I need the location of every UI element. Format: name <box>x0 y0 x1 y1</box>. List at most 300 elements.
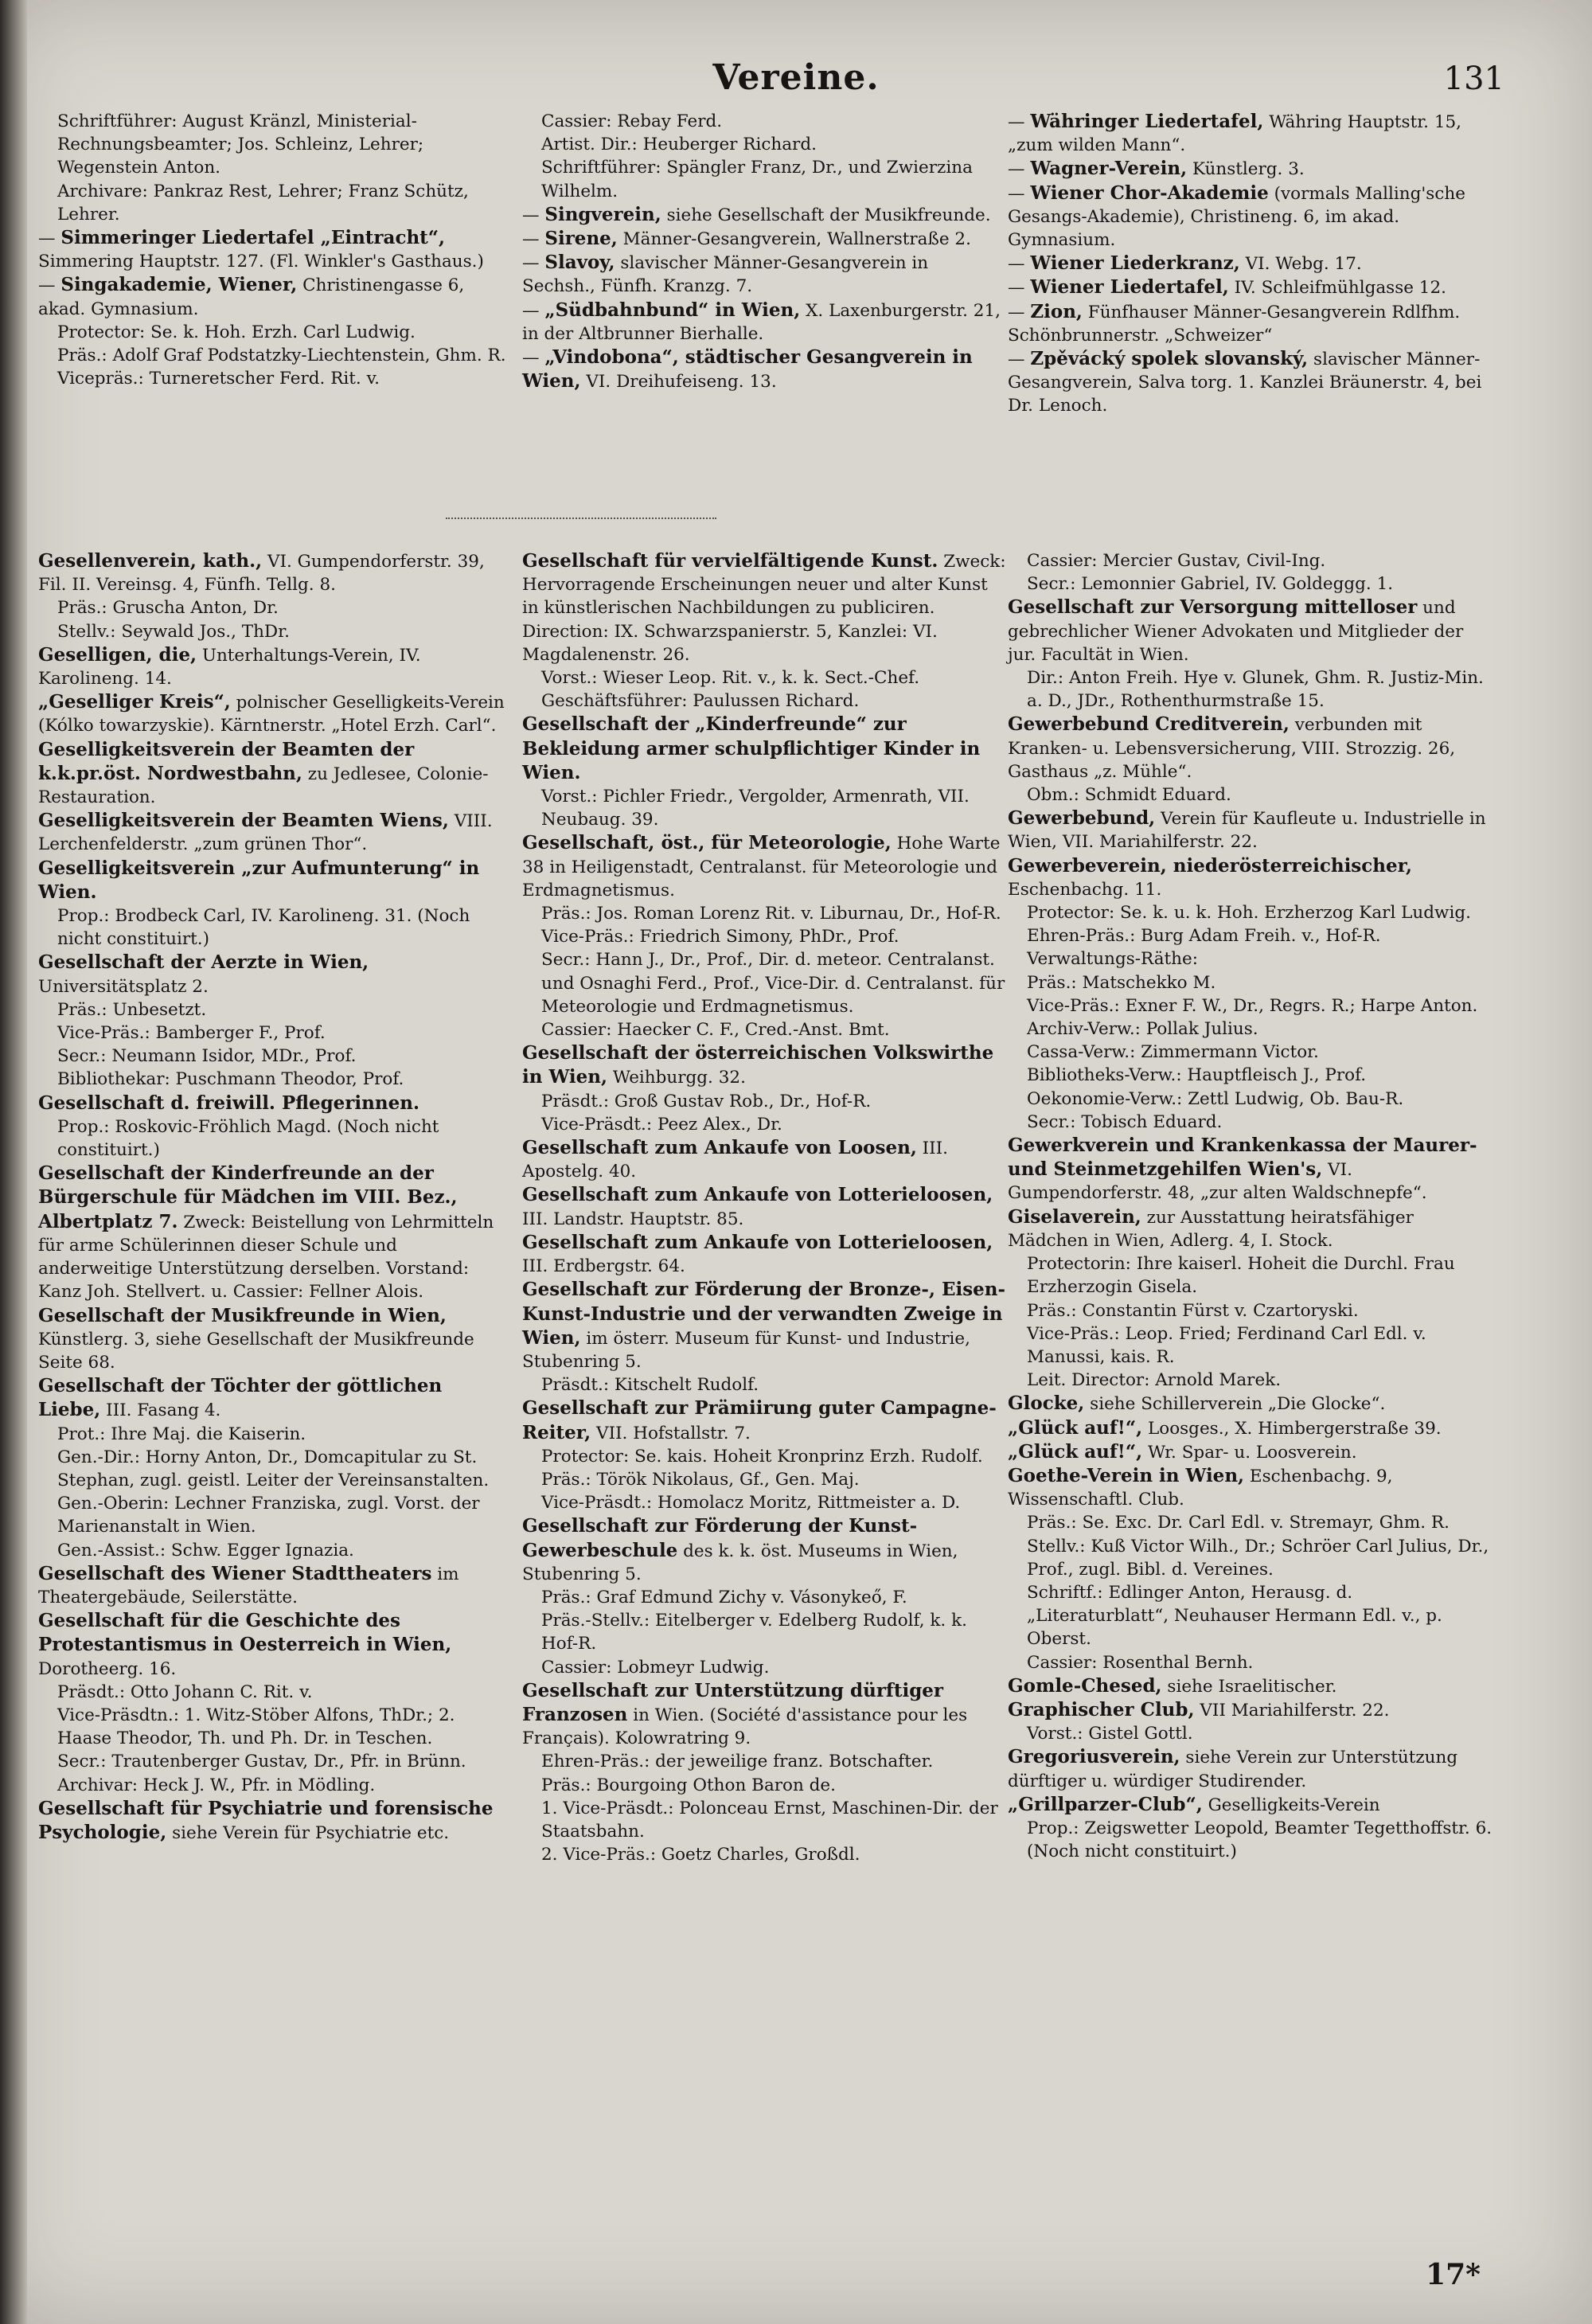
entry-text: Archivar: Heck J. W., Pfr. in Mödling. <box>57 1775 376 1795</box>
entry-text: IV. Schleifmühlgasse 12. <box>1234 278 1446 299</box>
entry-detail <box>1008 947 1493 971</box>
directory-entry <box>38 1162 508 1303</box>
entry-text: siehe Schillerverein „Die Glocke“. <box>1090 1394 1386 1415</box>
directory-entry <box>522 1041 1006 1089</box>
section-divider <box>446 518 716 521</box>
directory-entry <box>1008 252 1493 275</box>
entry-detail <box>38 1045 508 1068</box>
entry-text: Ehren-Präs.: Burg Adam Freih. v., Hof-R. <box>1027 926 1381 947</box>
entry-text: Vice-Präs.: Friedrich Simony, PhDr., Prof. <box>541 927 899 947</box>
entry-name: Gewerbeverein, niederösterreichischer, <box>1008 854 1413 877</box>
entry-detail <box>38 1423 508 1446</box>
entry-text: Secr.: Neumann Isidor, MDr., Prof. <box>57 1046 357 1067</box>
entry-detail <box>1008 1369 1493 1392</box>
entry-text: Präs.: Unbesetzt. <box>57 999 207 1020</box>
entry-text: siehe Verein zur Unterstützung dürftiger u. würdiger Studirender. <box>1008 1748 1458 1791</box>
entry-text: Eschenbachg. 9, Wissenschaftl. Club. <box>1008 1466 1393 1510</box>
entry-text: VI. Dreihufeiseng. 13. <box>586 372 777 393</box>
directory-entry <box>38 857 508 904</box>
entry-name: Gomle-Chesed, <box>1008 1674 1162 1697</box>
entry-text: Präs.: Graf Edmund Zichy v. Vásonykeő, F. <box>541 1587 907 1607</box>
entry-text: Männer-Gesangverein, Wallnerstraße 2. <box>622 229 971 250</box>
entry-text: (vormals Malling'sche Gesangs-Akademie), Christineng. 6, im akad. Gymnasium. <box>1008 183 1465 251</box>
entry-text: verbunden mit Kranken- u. Lebensversicherung, VIII. Strozzig. 26, Gasthaus „z. Mühle“. <box>1008 715 1456 782</box>
directory-entry <box>522 1278 1006 1373</box>
entry-text: Cassier: Rebay Ferd. <box>541 111 723 131</box>
entry-name: Gregoriusverein, <box>1008 1746 1180 1768</box>
entry-text: Vice-Präsdtn.: 1. Witz-Stöber Alfons, ThDr.; 2. Haase Theodor, Th. und Ph. Dr. in Teschen. <box>57 1705 455 1749</box>
entry-text: Ehren-Präs.: der jeweilige franz. Botschafter. <box>541 1752 934 1772</box>
entry-name: Gesellschaft der Töchter der göttlichen Liebe, <box>38 1375 443 1421</box>
entry-detail <box>38 1021 508 1045</box>
entry-name: Wiener Chor-Akademie <box>1030 182 1269 204</box>
entry-text: Wr. Spar- u. Loosverein. <box>1147 1442 1357 1463</box>
entry-name: „Glück auf!“, <box>1008 1440 1143 1463</box>
entry-detail <box>1008 1322 1493 1369</box>
entry-detail <box>38 344 508 367</box>
entry-text: im österr. Museum für Kunst- und Industrie, Stubenring 5. <box>522 1328 970 1372</box>
entry-detail <box>1008 924 1493 947</box>
entry-text: Archivare: Pankraz Rest, Lehrer; Franz Schütz, Lehrer. <box>57 181 469 225</box>
entry-text: Dorotheerg. 16. <box>38 1658 177 1679</box>
entry-name: Gesellenverein, kath., <box>38 550 263 572</box>
entry-text: Verein für Kaufleute u. Industrielle in Wien, VII. Mariahilferstr. 22. <box>1008 809 1486 853</box>
entry-text: Präs.: Se. Exc. Dr. Carl Edl. v. Stremayr, Ghm. R. <box>1027 1513 1450 1533</box>
entry-name: „Grillparzer-Club“, <box>1008 1793 1203 1815</box>
directory-entry <box>1008 713 1493 783</box>
entry-detail <box>1008 1252 1493 1299</box>
bottom-column-3 <box>1008 549 1493 1863</box>
entry-text: Künstlerg. 3. <box>1192 159 1305 180</box>
entry-text: Artist. Dir.: Heuberger Richard. <box>541 135 817 155</box>
entry-text: 1. Vice-Präsdt.: Polonceau Ernst, Maschinen-Dir. der Staatsbahn. <box>541 1798 998 1842</box>
directory-entry <box>522 203 1006 227</box>
entry-name: Gesellschaft zur Versorgung mittelloser <box>1008 596 1418 619</box>
directory-entry <box>522 299 1006 346</box>
entry-text: Cassier: Lobmeyr Ludwig. <box>541 1657 770 1678</box>
entry-text: Unterhaltungs-Verein, IV. Karolineng. 14. <box>38 645 421 689</box>
directory-entry <box>522 1514 1006 1586</box>
entry-text: Bibliothekar: Puschmann Theodor, Prof. <box>57 1069 404 1090</box>
entry-text: Präsdt.: Kitschelt Rudolf. <box>541 1375 759 1396</box>
directory-entry <box>38 273 508 320</box>
entry-detail <box>522 1656 1006 1679</box>
entry-name: Gewerbebund, <box>1008 807 1156 830</box>
directory-entry <box>522 227 1006 251</box>
entry-text: Stellv.: Seywald Jos., ThDr. <box>57 621 290 642</box>
directory-entry <box>522 831 1006 902</box>
entry-detail <box>38 1446 508 1492</box>
directory-entry <box>522 1396 1006 1444</box>
entry-text: Vice-Präsdt.: Peez Alex., Dr. <box>541 1114 782 1135</box>
directory-entry <box>1008 1205 1493 1252</box>
entry-detail <box>38 904 508 951</box>
directory-entry <box>522 1679 1006 1751</box>
entry-detail <box>522 1586 1006 1609</box>
entry-detail <box>1008 901 1493 924</box>
entry-text: in Wien. (Société d'assistance pour les Français). Kolowratring 9. <box>522 1705 968 1749</box>
entry-text: Schriftführer: Spängler Franz, Dr., und Zwierzina Wilhelm. <box>541 158 973 201</box>
bottom-column-2 <box>522 549 1006 1866</box>
entry-detail <box>522 1750 1006 1773</box>
entry-name: Gesellschaft zur Förderung der Kunst-Gewerbeschule <box>522 1515 918 1561</box>
entry-text: Fünfhauser Männer-Gesangverein Rdlfhm. Schönbrunnerstr. „Schweizer“ <box>1008 302 1461 346</box>
entry-name: Gesellschaft zur Unterstützung dürftiger Franzosen <box>522 1679 944 1725</box>
entry-detail <box>1008 1017 1493 1041</box>
entry-detail <box>522 785 1006 831</box>
entry-name: Zion, <box>1030 300 1083 322</box>
entry-name: Gesellschaft der Kinderfreunde an der Bürgerschule für Mädchen im VIII. Bez., Albertplatz 7. <box>38 1162 458 1232</box>
entry-text: Hohe Warte 38 in Heiligenstadt, Centralanst. für Meteorologie und Erdmagnetismus. <box>522 834 1001 900</box>
bottom-column-1 <box>38 549 508 1845</box>
entry-text: Vicepräs.: Turneretscher Ferd. Rit. v. <box>57 369 380 389</box>
directory-entry <box>522 549 1006 666</box>
entry-text: Protector: Se. k. Hoh. Erzh. Carl Ludwig. <box>57 322 416 342</box>
entry-text: Oekonomie-Verw.: Zettl Ludwig, Ob. Bau-R. <box>1027 1088 1404 1109</box>
entry-text: des k. k. öst. Museums in Wien, Stubenring 5. <box>522 1541 958 1584</box>
entry-text: Stellv.: Kuß Victor Wilh., Dr.; Schröer Carl Julius, Dr., Prof., zugl. Bibl. d. Vereines. <box>1027 1536 1489 1580</box>
top-column-2 <box>522 110 1006 393</box>
entry-detail <box>38 620 508 643</box>
directory-entry <box>38 1562 508 1609</box>
page-title: Vereine. <box>712 57 880 98</box>
entry-detail <box>522 1468 1006 1491</box>
entry-detail <box>1008 1722 1493 1745</box>
entry-text: III. Apostelg. 40. <box>522 1139 948 1182</box>
entry-detail <box>38 110 508 180</box>
entry-detail <box>38 1492 508 1538</box>
entry-text: siehe Verein für Psychiatrie etc. <box>172 1822 450 1843</box>
directory-entry <box>38 1797 508 1845</box>
entry-name: Geselligkeitsverein der Beamten Wiens, <box>38 810 449 832</box>
entry-text: Präs.: Bourgoing Othon Baron de. <box>541 1775 836 1795</box>
entry-name: Singakademie, Wiener, <box>60 274 298 296</box>
page-header <box>32 57 1560 105</box>
entry-detail <box>522 1113 1006 1136</box>
entry-name: Slavoy, <box>544 252 615 274</box>
entry-detail <box>38 1704 508 1750</box>
entry-name: Gesellschaft der „Kinderfreunde“ zur Bekleidung armer schulpflichtiger Kinder in Wien. <box>522 713 981 783</box>
entry-detail <box>1008 1535 1493 1581</box>
entry-detail <box>1008 1088 1493 1111</box>
entry-name: Währinger Liedertafel, <box>1030 111 1264 132</box>
entry-text: Präs.: Matschekko M. <box>1027 972 1216 993</box>
entry-detail <box>522 1774 1006 1797</box>
signature-mark: 17* <box>1426 2258 1481 2291</box>
entry-text: Protector: Se. kais. Hoheit Kronprinz Erzh. Rudolf. <box>541 1446 983 1467</box>
entry-detail <box>522 1843 1006 1866</box>
entry-text: Secr.: Trautenberger Gustav, Dr., Pfr. in Brünn. <box>57 1752 466 1772</box>
entry-text: Weihburgg. 32. <box>612 1068 746 1088</box>
entry-text: Gen.-Assist.: Schw. Egger Ignazia. <box>57 1540 354 1560</box>
entry-detail <box>38 1681 508 1704</box>
entry-text: Geschäftsführer: Paulussen Richard. <box>541 691 860 712</box>
entry-name: Zpěvácký spolek slovanský, <box>1030 348 1309 370</box>
directory-entry <box>38 1092 508 1115</box>
entry-text: Prop.: Roskovic-Fröhlich Magd. (Noch nicht constituirt.) <box>57 1116 439 1161</box>
top-column-1 <box>38 110 508 390</box>
entry-text: Präs.-Stellv.: Eitelberger v. Edelberg Rudolf, k. k. Hof-R. <box>541 1611 967 1654</box>
entry-text: Secr.: Lemonnier Gabriel, IV. Goldeggg. 1. <box>1027 574 1394 595</box>
directory-entry <box>1008 1416 1493 1440</box>
entry-text: Prot.: Ihre Maj. die Kaiserin. <box>57 1424 306 1444</box>
directory-entry <box>1008 347 1493 418</box>
entry-detail <box>38 1750 508 1773</box>
directory-entry <box>38 738 508 810</box>
entry-name: Gesellschaft zur Förderung der Bronze-, Eisen-Kunst-Industrie und der verwandten Zweige in Wien, <box>522 1279 1006 1349</box>
directory-entry <box>1008 275 1493 299</box>
entry-name: Gesellschaft für Psychiatrie und forensische Psychologie, <box>38 1797 494 1843</box>
entry-name: „Vindobona“, städtischer Gesangverein in Wien, <box>522 346 973 393</box>
directory-entry <box>1008 596 1493 666</box>
entry-name: „Südbahnbund“ in Wien, <box>544 299 801 321</box>
entry-name: Geselligkeitsverein „zur Aufmunterung“ in Wien. <box>38 857 480 903</box>
entry-detail <box>38 596 508 619</box>
entry-text: siehe Israelitischer. <box>1167 1676 1337 1697</box>
entry-name: Wagner-Verein, <box>1030 158 1188 180</box>
entry-text: Präsdt.: Otto Johann C. Rit. v. <box>57 1681 313 1702</box>
entry-detail <box>38 1115 508 1162</box>
entry-text: Vice-Präs.: Exner F. W., Dr., Regrs. R.; Harpe Anton. <box>1027 995 1478 1016</box>
entry-name: Graphischer Club, <box>1008 1698 1195 1721</box>
entry-text: Dir.: Anton Freih. Hye v. Glunek, Ghm. R. Justiz-Min. a. D., JDr., Rothenthurmstraße 15. <box>1027 668 1484 712</box>
entry-text: Protectorin: Ihre kaiserl. Hoheit die Durchl. Frau Erzherzogin Gisela. <box>1027 1254 1455 1298</box>
entry-name: Giselaverein, <box>1008 1205 1141 1228</box>
entry-text: Leit. Director: Arnold Marek. <box>1027 1370 1282 1391</box>
entry-detail <box>1008 971 1493 994</box>
entry-text: Präs.: Gruscha Anton, Dr. <box>57 598 279 619</box>
directory-entry <box>38 951 508 998</box>
entry-detail <box>522 1373 1006 1396</box>
entry-text: X. Laxenburgerstr. 21, in der Altbrunner Bierhalle. <box>522 300 1001 344</box>
entry-text: Verwaltungs-Räthe: <box>1027 949 1198 970</box>
entry-text: Loosges., X. Himbergerstraße 39. <box>1147 1418 1442 1439</box>
entry-name: Goethe-Verein in Wien, <box>1008 1464 1245 1486</box>
directory-entry <box>38 1609 508 1681</box>
directory-entry <box>522 1136 1006 1183</box>
entry-text: Archiv-Verw.: Pollak Julius. <box>1027 1019 1258 1040</box>
entry-detail <box>522 1090 1006 1113</box>
entry-text: Universitätsplatz 2. <box>38 976 209 997</box>
directory-entry <box>1008 1392 1493 1416</box>
entry-text: Vorst.: Gistel Gottl. <box>1027 1724 1193 1744</box>
entry-detail <box>522 1797 1006 1843</box>
directory-entry <box>1008 1698 1493 1722</box>
entry-text: zur Ausstattung heiratsfähiger Mädchen in Wien, Adlerg. 4, I. Stock. <box>1008 1207 1414 1251</box>
entry-name: Gesellschaft für vervielfältigende Kunst. <box>522 550 938 572</box>
entry-name: Gesellschaft der Aerzte in Wien, <box>38 951 369 974</box>
entry-name: Gesellschaft zum Ankaufe von Lotterieloosen, <box>522 1184 993 1206</box>
entry-text: VII Mariahilferstr. 22. <box>1200 1700 1390 1721</box>
entry-text: Cassier: Haecker C. F., Cred.-Anst. Bmt. <box>541 1020 890 1041</box>
entry-text: slavischer Männer-Gesangverein, Salva torg. 1. Kanzlei Bräunerstr. 4, bei Dr. Lenoch. <box>1008 350 1482 416</box>
entry-text: Künstlerg. 3, siehe Gesellschaft der Musikfreunde Seite 68. <box>38 1329 474 1373</box>
entry-text: Vice-Präs.: Bamberger F., Prof. <box>57 1023 326 1044</box>
entry-text: VIII. Lerchenfelderstr. „zum grünen Thor“. <box>38 811 493 855</box>
entry-name: Sirene, <box>544 228 618 250</box>
entry-name: Gesellschaft des Wiener Stadttheaters <box>38 1562 432 1584</box>
entry-detail <box>38 1068 508 1091</box>
directory-entry <box>38 226 508 273</box>
entry-text: VI. Webg. 17. <box>1245 254 1362 275</box>
entry-text: Zweck: Beistellung von Lehrmitteln für arme Schülerinnen dieser Schule und anderweitige Unterstützung derselben. Vorstand: Kanz Joh. Stellvert. u. Cassier: Fellner Alois. <box>38 1212 494 1303</box>
entry-text: VI. Gumpendorferstr. 39, Fil. II. Vereinsg. 4, Fünfh. Tellg. 8. <box>38 552 485 596</box>
directory-entry <box>1008 1464 1493 1511</box>
directory-entry <box>1008 110 1493 157</box>
entry-text: Vice-Präsdt.: Homolacz Moritz, Rittmeister a. D. <box>541 1493 961 1514</box>
entry-name: „Glück auf!“, <box>1008 1416 1143 1439</box>
entry-name: Gesellschaft der österreichischen Volkswirthe in Wien, <box>522 1042 994 1088</box>
entry-detail <box>38 180 508 226</box>
entry-detail <box>1008 1111 1493 1134</box>
entry-text: Protector: Se. k. u. k. Hoh. Erzherzog Karl Ludwig. <box>1027 903 1471 924</box>
entry-detail <box>522 689 1006 713</box>
entry-text: Präs.: Constantin Fürst v. Czartoryski. <box>1027 1300 1359 1321</box>
entry-detail <box>1008 549 1493 572</box>
entry-text: Vorst.: Wieser Leop. Rit. v., k. k. Sect.-Chef. <box>541 668 920 689</box>
entry-name: Singverein, <box>544 203 661 225</box>
page-number: 131 <box>1443 61 1504 97</box>
entry-detail <box>38 321 508 344</box>
entry-detail <box>38 1539 508 1562</box>
entry-text: Schriftführer: August Kränzl, Ministerial-Rechnungsbeamter; Jos. Schleinz, Lehrer; Wegenstein Anton. <box>57 111 424 178</box>
entry-name: Gesellschaft der Musikfreunde in Wien, <box>38 1304 447 1326</box>
entry-text: polnischer Geselligkeits-Verein (Kólko towarzyskie). Kärntnerstr. „Hotel Erzh. Carl“. <box>38 693 505 736</box>
entry-detail <box>522 156 1006 202</box>
entry-text: Prop.: Brodbeck Carl, IV. Karolineng. 31. (Noch nicht constituirt.) <box>57 906 470 950</box>
directory-entry <box>38 1374 508 1422</box>
entry-detail <box>1008 1041 1493 1064</box>
entry-detail <box>1008 666 1493 713</box>
directory-entry <box>522 251 1006 298</box>
directory-entry <box>38 809 508 856</box>
entry-detail <box>1008 1064 1493 1087</box>
directory-entry <box>38 643 508 690</box>
entry-detail <box>522 948 1006 1018</box>
directory-entry <box>522 346 1006 393</box>
directory-entry <box>522 1183 1006 1230</box>
entry-text: VII. Hofstallstr. 7. <box>596 1423 751 1443</box>
entry-name: Wiener Liedertafel, <box>1030 276 1229 299</box>
entry-text: III. Fasang 4. <box>106 1400 221 1421</box>
entry-name: Wiener Liederkranz, <box>1030 252 1240 275</box>
entry-text: Eschenbachg. 11. <box>1008 879 1162 900</box>
entry-text: Währing Hauptstr. 15, „zum wilden Mann“. <box>1008 112 1462 156</box>
entry-detail <box>522 1491 1006 1514</box>
entry-text: Cassier: Mercier Gustav, Civil-Ing. <box>1027 551 1326 571</box>
entry-text: Prop.: Zeigswetter Leopold, Beamter Tegetthoffstr. 6. (Noch nicht constituirt.) <box>1027 1818 1492 1862</box>
entry-detail <box>38 367 508 390</box>
entry-text: Bibliotheks-Verw.: Hauptfleisch J., Prof. <box>1027 1065 1367 1086</box>
entry-name: „Geselliger Kreis“, <box>38 691 231 713</box>
entry-text: 2. Vice-Präs.: Goetz Charles, Großdl. <box>541 1845 860 1865</box>
entry-text: siehe Gesellschaft der Musikfreunde. <box>666 205 991 225</box>
entry-detail <box>1008 1817 1493 1863</box>
directory-entry <box>38 1304 508 1375</box>
entry-name: Gesellschaft zum Ankaufe von Loosen, <box>522 1137 917 1159</box>
entry-text: III. Landstr. Hauptstr. 85. <box>522 1209 744 1229</box>
directory-entry <box>1008 807 1493 853</box>
entry-text: III. Erdbergstr. 64. <box>522 1256 685 1277</box>
entry-detail <box>1008 1299 1493 1322</box>
entry-name: Gesellschaft zum Ankaufe von Lotterieloosen, <box>522 1231 993 1253</box>
entry-detail <box>522 1609 1006 1655</box>
entry-text: Vice-Präs.: Leop. Fried; Ferdinand Carl Edl. v. Manussi, kais. R. <box>1027 1323 1426 1367</box>
entry-text: Präs.: Adolf Graf Podstatzky-Liechtenstein, Ghm. R. <box>57 346 506 366</box>
directory-entry <box>1008 182 1493 252</box>
entry-detail <box>522 666 1006 689</box>
entry-name: Gewerkverein und Krankenkassa der Maurer- und Steinmetzgehilfen Wien's, <box>1008 1135 1477 1181</box>
entry-detail <box>522 902 1006 925</box>
entry-text: Geselligkeits-Verein <box>1208 1795 1380 1815</box>
entry-text: slavischer Männer-Gesangverein in Sechsh., Fünfh. Kranzg. 7. <box>522 253 929 297</box>
entry-name: Geselligen, die, <box>38 643 197 666</box>
directory-entry <box>1008 157 1493 181</box>
entry-name: Simmeringer Liedertafel „Eintracht“, <box>60 227 446 249</box>
book-binding-edge <box>0 0 27 2324</box>
entry-detail <box>522 110 1006 133</box>
entry-name: Gesellschaft d. freiwill. Pflegerinnen. <box>38 1092 419 1114</box>
entry-detail <box>38 1774 508 1797</box>
entry-detail <box>1008 1651 1493 1674</box>
entry-detail <box>1008 994 1493 1017</box>
entry-detail <box>522 1445 1006 1468</box>
entry-name: Gesellschaft, öst., für Meteorologie, <box>522 832 892 854</box>
entry-text: Präs.: Török Nikolaus, Gf., Gen. Maj. <box>541 1469 860 1490</box>
directory-entry <box>1008 1793 1493 1817</box>
entry-detail <box>1008 572 1493 596</box>
entry-text: Präsdt.: Groß Gustav Rob., Dr., Hof-R. <box>541 1091 872 1111</box>
entry-text: Cassier: Rosenthal Bernh. <box>1027 1652 1254 1673</box>
entry-detail <box>522 133 1006 156</box>
entry-text: VI. Gumpendorferstr. 48, „zur alten Waldschnepfe“. <box>1008 1160 1427 1204</box>
entry-detail <box>38 998 508 1021</box>
directory-entry <box>1008 1440 1493 1464</box>
entry-text: Zweck: Hervorragende Erscheinungen neuer und alter Kunst in künstlerischen Nachbildungen zu publiciren. Direction: IX. Schwarzspanierstr. 5, Kanzlei: VI. Magdalenenstr. 26. <box>522 552 1006 665</box>
entry-name: Geselligkeitsverein der Beamten der k.k.pr.öst. Nordwestbahn, <box>38 738 415 784</box>
directory-entry <box>1008 1674 1493 1698</box>
directory-entry <box>522 1231 1006 1278</box>
entry-text: Schriftf.: Edlinger Anton, Herausg. d. „Literaturblatt“, Neuhauser Hermann Edl. v., p. Oberst. <box>1027 1582 1442 1650</box>
entry-text: und gebrechlicher Wiener Advokaten und Mitglieder der jur. Facultät in Wien. <box>1008 598 1464 665</box>
entry-name: Glocke, <box>1008 1392 1085 1415</box>
directory-entry <box>38 549 508 596</box>
entry-text: Simmering Hauptstr. 127. (Fl. Winkler's Gasthaus.) <box>38 252 484 272</box>
entry-detail <box>522 1018 1006 1041</box>
entry-text: Secr.: Hann J., Dr., Prof., Dir. d. meteor. Centralanst. und Osnaghi Ferd., Prof., Vice-Dir. d. Centralanst. für Meteorologie und Erdmagnetismus. <box>541 950 1005 1017</box>
entry-text: Vorst.: Pichler Friedr., Vergolder, Armenrath, VII. Neubaug. 39. <box>541 787 970 830</box>
entry-text: Secr.: Tobisch Eduard. <box>1027 1111 1223 1132</box>
entry-text: Präs.: Jos. Roman Lorenz Rit. v. Liburnau, Dr., Hof-R. <box>541 904 1001 924</box>
entry-detail <box>1008 1581 1493 1651</box>
entry-name: Gesellschaft für die Geschichte des Protestantismus in Oesterreich in Wien, <box>38 1610 452 1656</box>
entry-detail <box>1008 783 1493 807</box>
directory-entry <box>1008 300 1493 347</box>
directory-entry <box>38 690 508 737</box>
entry-text: im Theatergebäude, Seilerstätte. <box>38 1564 459 1607</box>
entry-text: Gen.-Dir.: Horny Anton, Dr., Domcapitular zu St. Stephan, zugl. geistl. Leiter der Vereinsanstalten. <box>57 1447 490 1490</box>
entry-text: Gen.-Oberin: Lechner Franziska, zugl. Vorst. der Marienanstalt in Wien. <box>57 1494 480 1537</box>
top-column-3 <box>1008 110 1493 418</box>
entry-detail <box>522 925 1006 948</box>
entry-detail <box>1008 1511 1493 1534</box>
entry-text: Christinengasse 6, akad. Gymnasium. <box>38 275 465 319</box>
entry-text: zu Jedlesee, Colonie-Restauration. <box>38 764 489 808</box>
directory-entry <box>1008 1745 1493 1792</box>
directory-entry <box>522 713 1006 785</box>
directory-entry <box>1008 1134 1493 1205</box>
entry-name: Gewerbebund Creditverein, <box>1008 713 1290 736</box>
